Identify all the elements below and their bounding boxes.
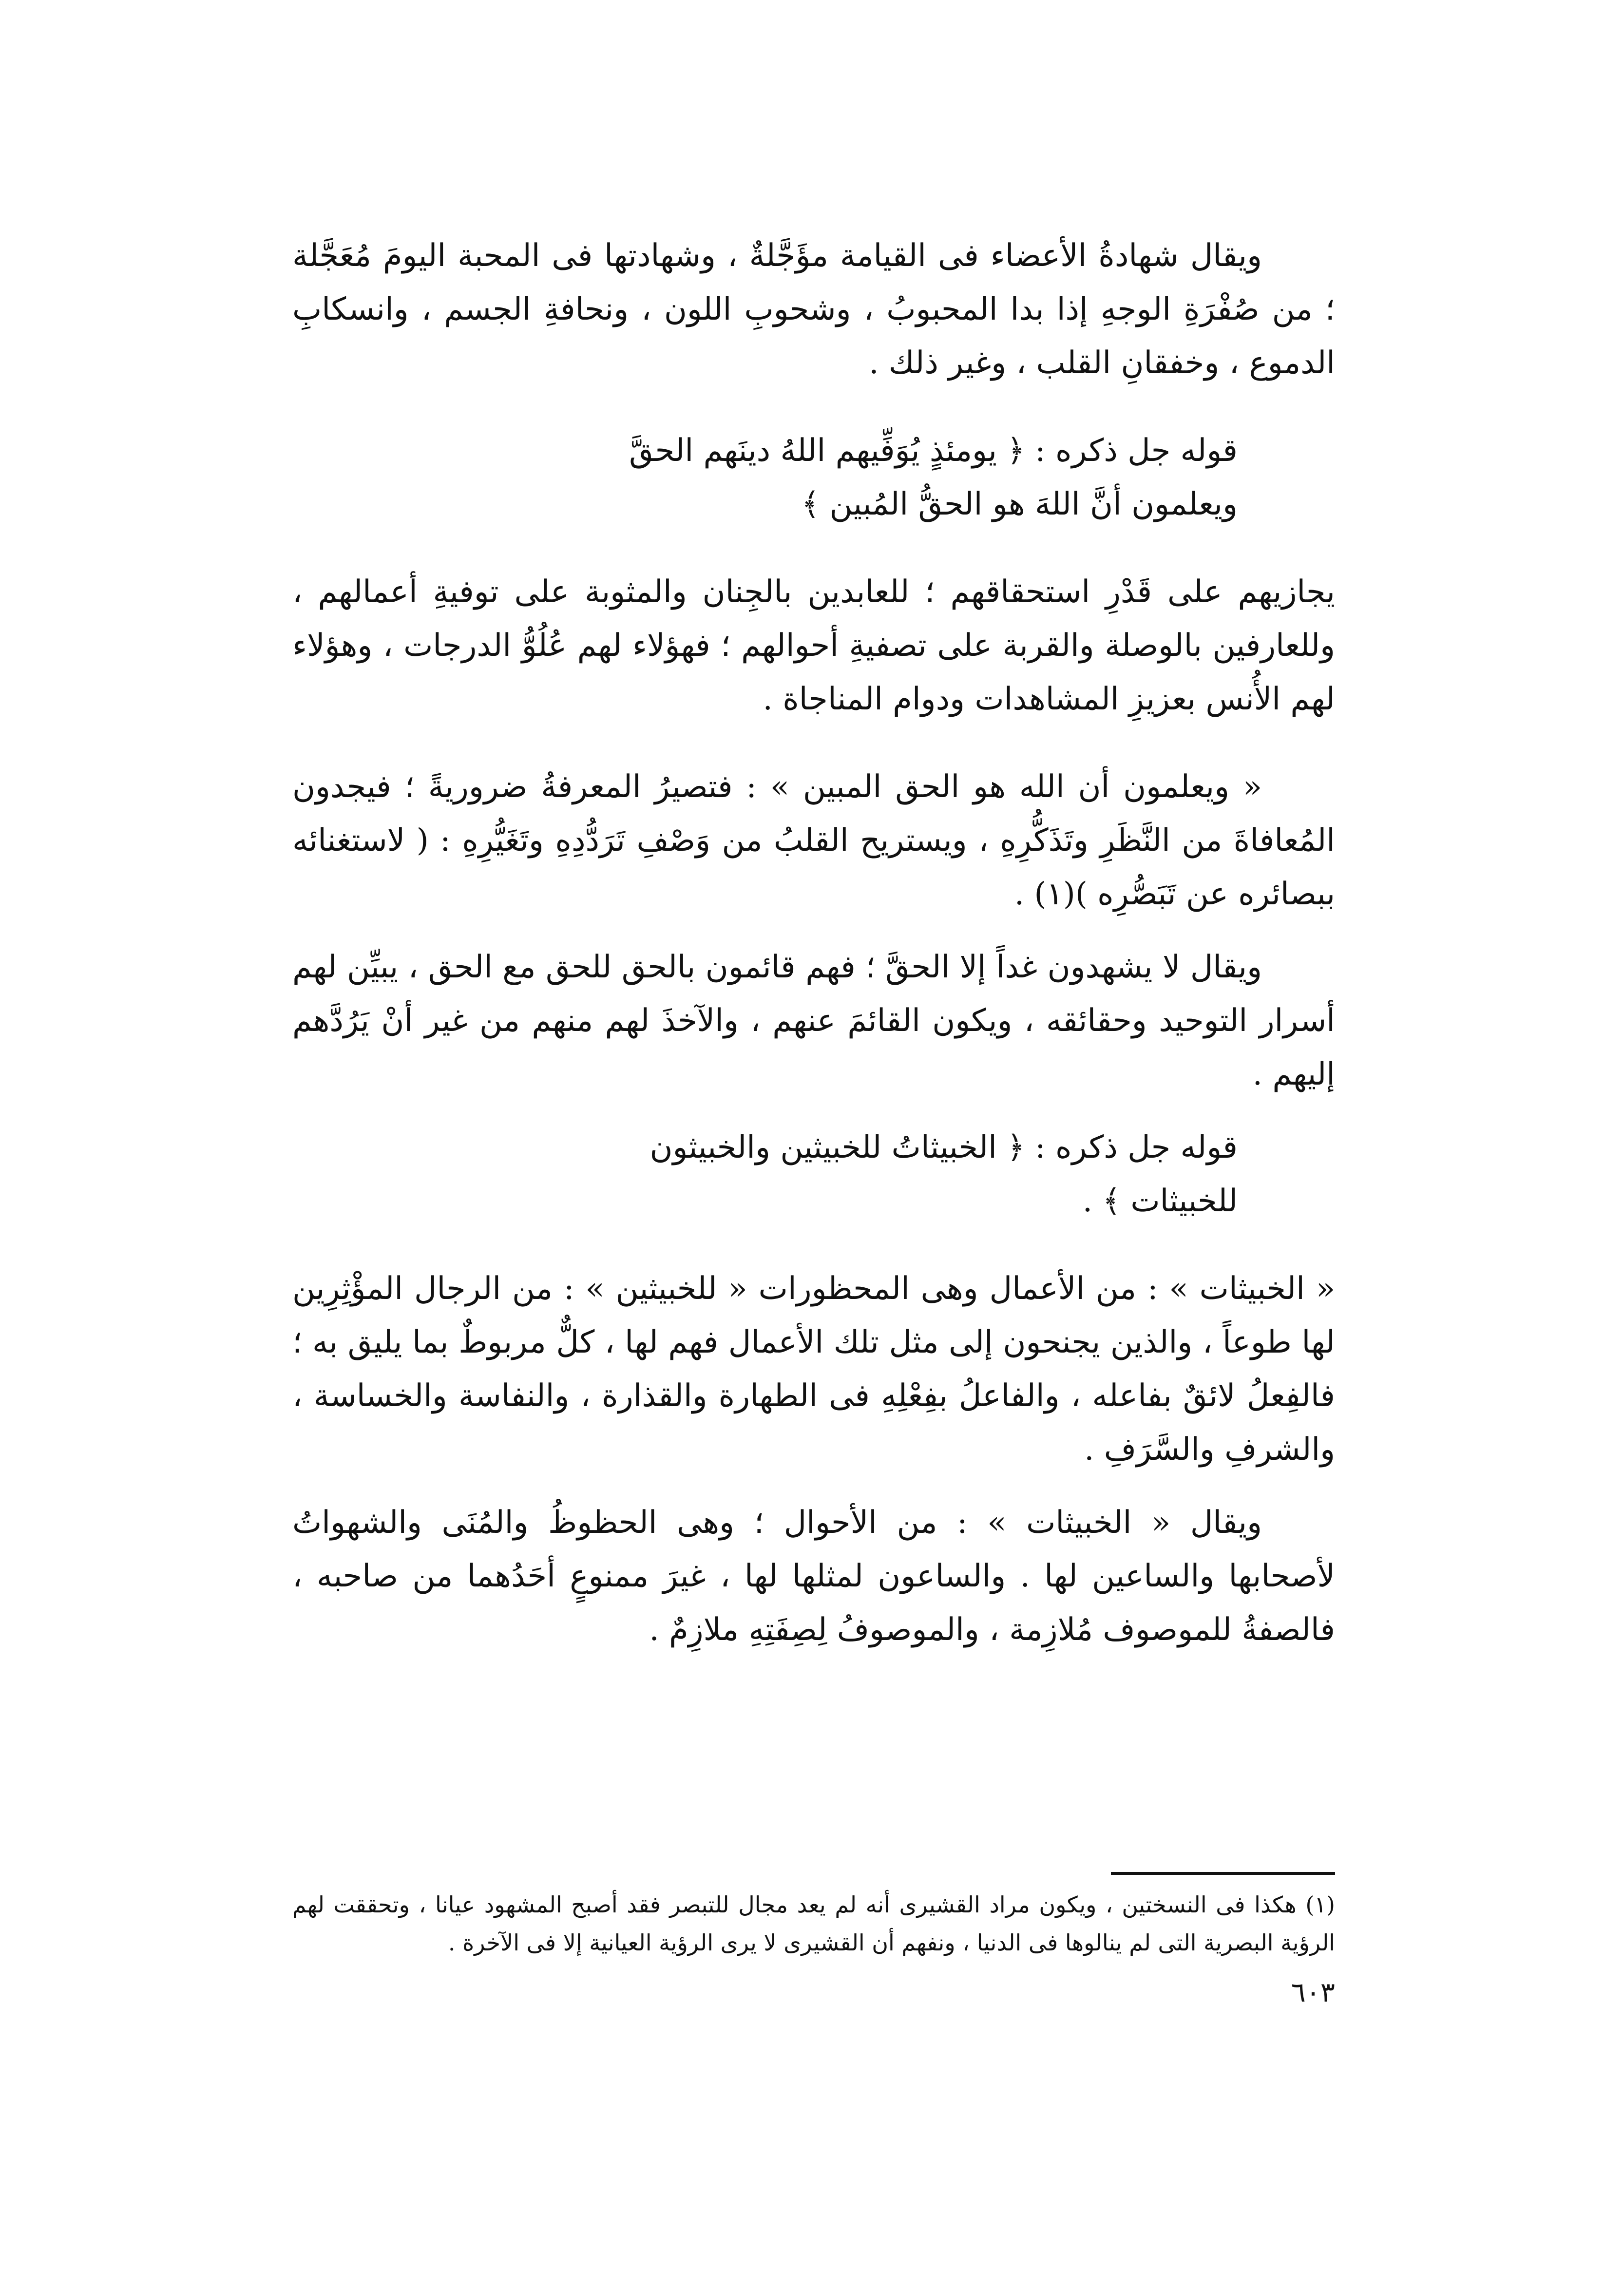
paragraph-manifest-truth: « ويعلمون أن الله هو الحق المبين » : فتصيرُ المعرفةُ ضروريةً ؛ فيجدون المُعافاةَ من النَّظَرِ وتَذَكُّرِهِ ، ويستريح القلبُ من وَصْفِ تَرَدُّدِهِ وتَغَيُّرِهِ : ( لاستغنائه ببصائره عن تَبَصُّرِه )(١) . [292,769,1335,912]
paragraph-evil-states: ويقال « الخبيثات » : من الأحوال ؛ وهى الحظوظُ والمُنَى والشهواتُ لأصحابها والساعين لها . والساعون لمثلها لها ، غيرَ ممنوعٍ أحَدُهما من صاحبه ، فالصفةُ للموصوف مُلازِمة ، والموصوفُ لِصِفَتِهِ ملازِمٌ . [292,1505,1335,1648]
footnote: (١) هكذا فى النسختين ، ويكون مراد القشيرى أنه لم يعد مجال للتبصر فقد أصبح المشهود عيانا ، وتحققت لهم الرؤية البصرية التى لم ينالوها فى الدنيا ، ونفهم أن القشيرى لا يرى الرؤية العيانية إلا فى الآخرة . [292,1891,1335,1956]
paragraph-witness-truth: ويقال لا يشهدون غداً إلا الحقَّ ؛ فهم قائمون بالحق للحق مع الحق ، يبيِّن لهم أسرار التوحيد وحقائقه ، ويكون القائمَ عنهم ، والآخذَ لهم منهم من غير أنْ يَرُدَّهم إليهم . [292,949,1336,1092]
footnote-divider [1111,1872,1335,1875]
quote-2-line-2: للخبيثات ﴾ . [1082,1183,1238,1219]
quote-1-line-2: ويعلمون أنَّ اللهَ هو الحقُّ المُبين ﴾ [801,486,1238,522]
page-number: ٦٠٣ [1291,1977,1335,2008]
quote-1-line-1: قوله جل ذكره : ﴿ يومئذٍ يُوَفِّيهم اللهُ دينَهم الحقَّ [629,433,1238,469]
quranic-quote-1 [292,424,1238,531]
quranic-quote-2 [292,1121,1238,1228]
book-page [292,229,1335,2129]
paragraph-recompense: يجازيهم على قَدْرِ استحقاقهم ؛ للعابدين بالجِنان والمثوبة على توفيةِ أعمالهم ، وللعارفين بالوصلة والقربة على تصفيةِ أحوالهم ؛ فهؤلاء لهم عُلُوُّ الدرجات ، وهؤلاء لهم الأُنس بعزيزِ المشاهدات ودوام المناجاة . [292,574,1335,717]
paragraph-evil-deeds: « الخبيثات » : من الأعمال وهى المحظورات « للخبيثين » : من الرجال المؤْثِرِين لها طوعاً ، والذين يجنحون إلى مثل تلك الأعمال فهم لها ، كلٌّ مربوطٌ بما يليق به ؛ فالفِعلُ لائقٌ بفاعله ، والفاعلُ بفِعْلِهِ فى الطهارة والقذارة ، والنفاسة والخساسة ، والشرفِ والسَّرَفِ . [292,1271,1336,1468]
paragraph-witness-of-limbs: ويقال شهادةُ الأعضاء فى القيامة مؤَجَّلةٌ ، وشهادتها فى المحبة اليومَ مُعَجَّلة ؛ من صُفْرَةِ الوجهِ إذا بدا المحبوبُ ، وشحوبِ اللون ، ونحافةِ الجسم ، وانسكابِ الدموع ، وخفقانِ القلب ، وغير ذلك . [292,238,1335,381]
quote-2-line-1: قوله جل ذكره : ﴿ الخبيثاتُ للخبيثين والخبيثون [650,1129,1238,1165]
